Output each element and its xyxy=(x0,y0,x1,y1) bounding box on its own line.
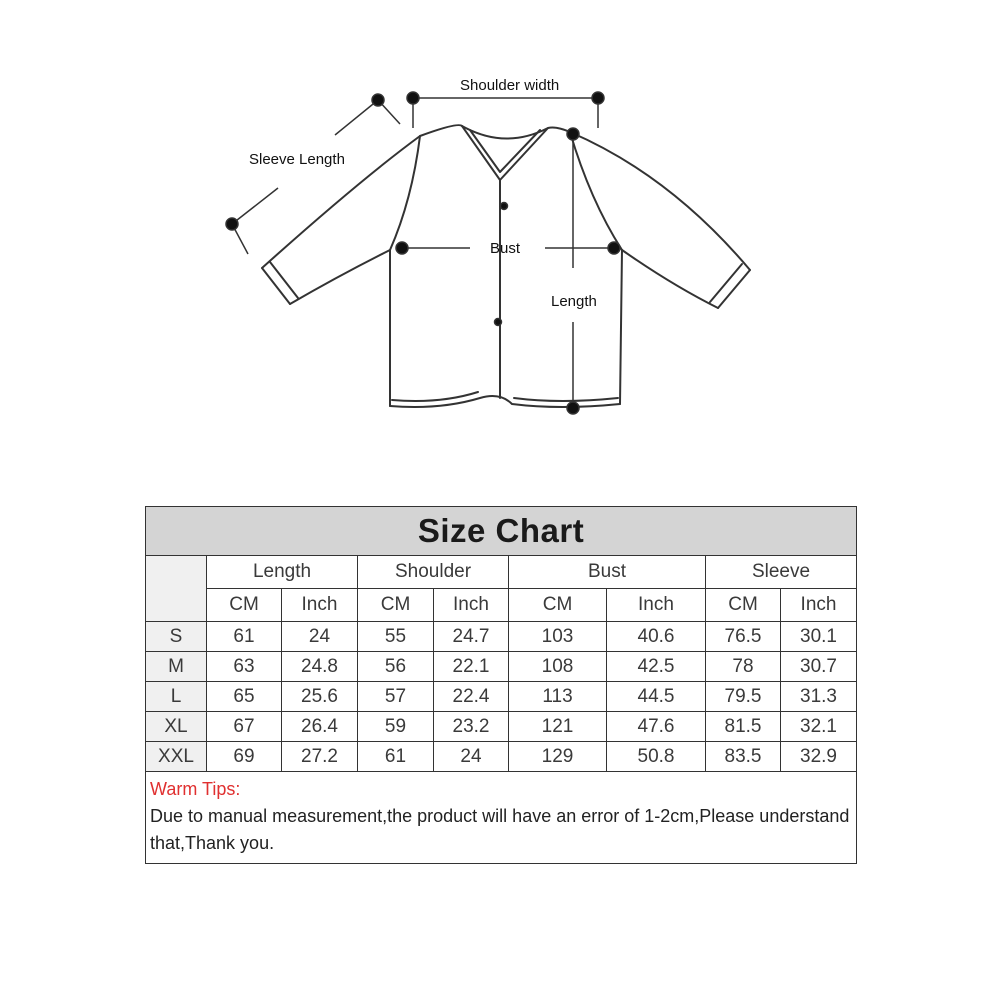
size-label: S xyxy=(146,622,207,652)
button-upper xyxy=(501,203,508,210)
table-row xyxy=(146,742,857,772)
value-cell: 56 xyxy=(358,652,434,682)
value-cell: 129 xyxy=(509,742,607,772)
value-cell: 76.5 xyxy=(706,622,781,652)
value-cell: 50.8 xyxy=(607,742,706,772)
value-cell: 79.5 xyxy=(706,682,781,712)
value-cell: 32.1 xyxy=(781,712,857,742)
group-bust: Bust xyxy=(509,556,706,589)
corner-cell xyxy=(146,556,207,622)
length-top-dot xyxy=(567,128,579,140)
value-cell: 30.1 xyxy=(781,622,857,652)
value-cell: 113 xyxy=(509,682,607,712)
size-label: XL xyxy=(146,712,207,742)
value-cell: 24 xyxy=(282,622,358,652)
unit-cell: Inch xyxy=(781,589,857,622)
value-cell: 78 xyxy=(706,652,781,682)
length-bottom-dot xyxy=(567,402,579,414)
table-row xyxy=(146,712,857,742)
size-chart-title: Size Chart xyxy=(146,507,857,556)
shoulder-left-dot xyxy=(407,92,419,104)
value-cell: 42.5 xyxy=(607,652,706,682)
tips-row xyxy=(146,772,857,864)
group-shoulder: Shoulder xyxy=(358,556,509,589)
label-length: Length xyxy=(551,293,597,310)
unit-cell: CM xyxy=(358,589,434,622)
unit-cell: CM xyxy=(207,589,282,622)
table-row xyxy=(146,652,857,682)
size-chart-table xyxy=(145,506,857,864)
value-cell: 121 xyxy=(509,712,607,742)
value-cell: 22.1 xyxy=(434,652,509,682)
value-cell: 40.6 xyxy=(607,622,706,652)
bust-right-dot xyxy=(608,242,620,254)
warm-tips-text: Due to manual measurement,the product will have an error of 1-2cm,Please understand that,Thank you. xyxy=(150,806,850,853)
value-cell: 81.5 xyxy=(706,712,781,742)
value-cell: 63 xyxy=(207,652,282,682)
label-shoulder-width: Shoulder width xyxy=(460,77,560,94)
size-label: XXL xyxy=(146,742,207,772)
value-cell: 27.2 xyxy=(282,742,358,772)
unit-cell: CM xyxy=(509,589,607,622)
value-cell: 24.7 xyxy=(434,622,509,652)
value-cell: 83.5 xyxy=(706,742,781,772)
unit-cell: Inch xyxy=(607,589,706,622)
sleeve-end-dot xyxy=(226,218,238,230)
value-cell: 61 xyxy=(207,622,282,652)
warm-tips-title: Warm Tips: xyxy=(150,779,241,799)
value-cell: 67 xyxy=(207,712,282,742)
value-cell: 65 xyxy=(207,682,282,712)
value-cell: 57 xyxy=(358,682,434,712)
value-cell: 69 xyxy=(207,742,282,772)
unit-cell: CM xyxy=(706,589,781,622)
value-cell: 24 xyxy=(434,742,509,772)
value-cell: 59 xyxy=(358,712,434,742)
value-cell: 30.7 xyxy=(781,652,857,682)
group-sleeve: Sleeve xyxy=(706,556,857,589)
shoulder-right-dot xyxy=(592,92,604,104)
value-cell: 26.4 xyxy=(282,712,358,742)
label-sleeve-length: Sleeve Length xyxy=(249,151,345,168)
value-cell: 108 xyxy=(509,652,607,682)
value-cell: 44.5 xyxy=(607,682,706,712)
unit-cell: Inch xyxy=(282,589,358,622)
value-cell: 103 xyxy=(509,622,607,652)
value-cell: 23.2 xyxy=(434,712,509,742)
value-cell: 47.6 xyxy=(607,712,706,742)
sleeve-top-dot xyxy=(372,94,384,106)
value-cell: 25.6 xyxy=(282,682,358,712)
value-cell: 24.8 xyxy=(282,652,358,682)
group-length: Length xyxy=(207,556,358,589)
value-cell: 61 xyxy=(358,742,434,772)
size-label: L xyxy=(146,682,207,712)
value-cell: 31.3 xyxy=(781,682,857,712)
measurement-lines xyxy=(226,92,620,414)
label-bust: Bust xyxy=(490,240,521,257)
group-header-row xyxy=(146,556,857,589)
value-cell: 55 xyxy=(358,622,434,652)
unit-cell: Inch xyxy=(434,589,509,622)
button-lower xyxy=(495,319,502,326)
value-cell: 22.4 xyxy=(434,682,509,712)
table-row xyxy=(146,682,857,712)
table-row xyxy=(146,622,857,652)
tips-cell xyxy=(146,772,857,864)
size-label: M xyxy=(146,652,207,682)
value-cell: 32.9 xyxy=(781,742,857,772)
garment-diagram xyxy=(0,0,1000,480)
bust-left-dot xyxy=(396,242,408,254)
unit-header-row xyxy=(146,589,857,622)
